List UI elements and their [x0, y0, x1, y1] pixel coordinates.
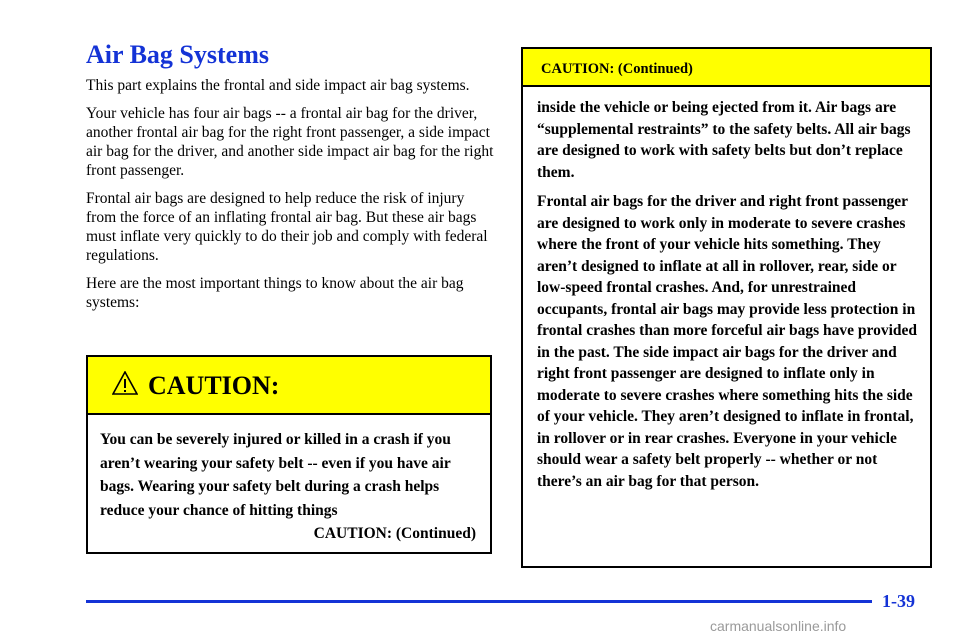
frontal-design-paragraph: Frontal air bags are designed to help reduce the risk of injury from the force of an inflating frontal air bag. But these air bags must inflate very quickly to do their job and comply with federal regulations.: [86, 190, 488, 264]
page-number: 1-39: [882, 591, 915, 611]
page-title: Air Bag Systems: [86, 40, 269, 69]
caution-box: [86, 355, 492, 554]
caution-continued-box: [521, 47, 932, 568]
air-bag-count-paragraph: Your vehicle has four air bags -- a frontal air bag for the driver, another frontal air bag for the right front passenger, a side impact air bag for the driver, and another side impact air bag for the right front passenger.: [86, 105, 494, 179]
caution-title: CAUTION:: [148, 371, 280, 400]
caution-header: [88, 357, 490, 415]
footer-rule: [86, 600, 872, 603]
caution-continued-header: CAUTION: (Continued): [523, 49, 930, 87]
watermark: carmanualsonline.info: [710, 618, 847, 634]
caution-text: You can be severely injured or killed in a crash if you aren’t wearing your safety belt -- even if you have air bags. Wearing your safety belt during a crash helps reduce your chance of hitting things: [100, 431, 451, 519]
caution-continued-label: CAUTION: (Continued): [313, 525, 476, 542]
intro-paragraph: This part explains the frontal and side impact air bag systems.: [86, 77, 470, 94]
supplemental-restraints-paragraph: inside the vehicle or being ejected from it. Air bags are “supplemental restraints” to the safety belts. All air bags are designed to work with safety belts but don’t replace them.: [537, 99, 911, 181]
warning-triangle-icon: [112, 371, 138, 395]
left-column: [86, 76, 496, 321]
deployment-conditions-paragraph: Frontal air bags for the driver and right front passenger are designed to work only in moderate to severe crashes where the front of your vehicle hits something. They aren’t designed to inflate at all in rollover, rear, side or low-speed frontal crashes. And, for unrestrained occupants, frontal air bags may provide less protection in frontal crashes than more forceful air bags have provided in the past. The side impact air bags for the driver and right front passenger are designed to inflate only in moderate to severe crashes where something hits the side of your vehicle. They aren’t designed to inflate in frontal, in rollover or in rear crashes. Everyone in your vehicle should wear a safety belt properly -- whether or not there’s an air bag for that person.: [537, 193, 918, 490]
important-things-paragraph: Here are the most important things to know about the air bag systems:: [86, 275, 464, 311]
caution-body: [88, 415, 490, 546]
caution-continued-body: [523, 87, 930, 492]
